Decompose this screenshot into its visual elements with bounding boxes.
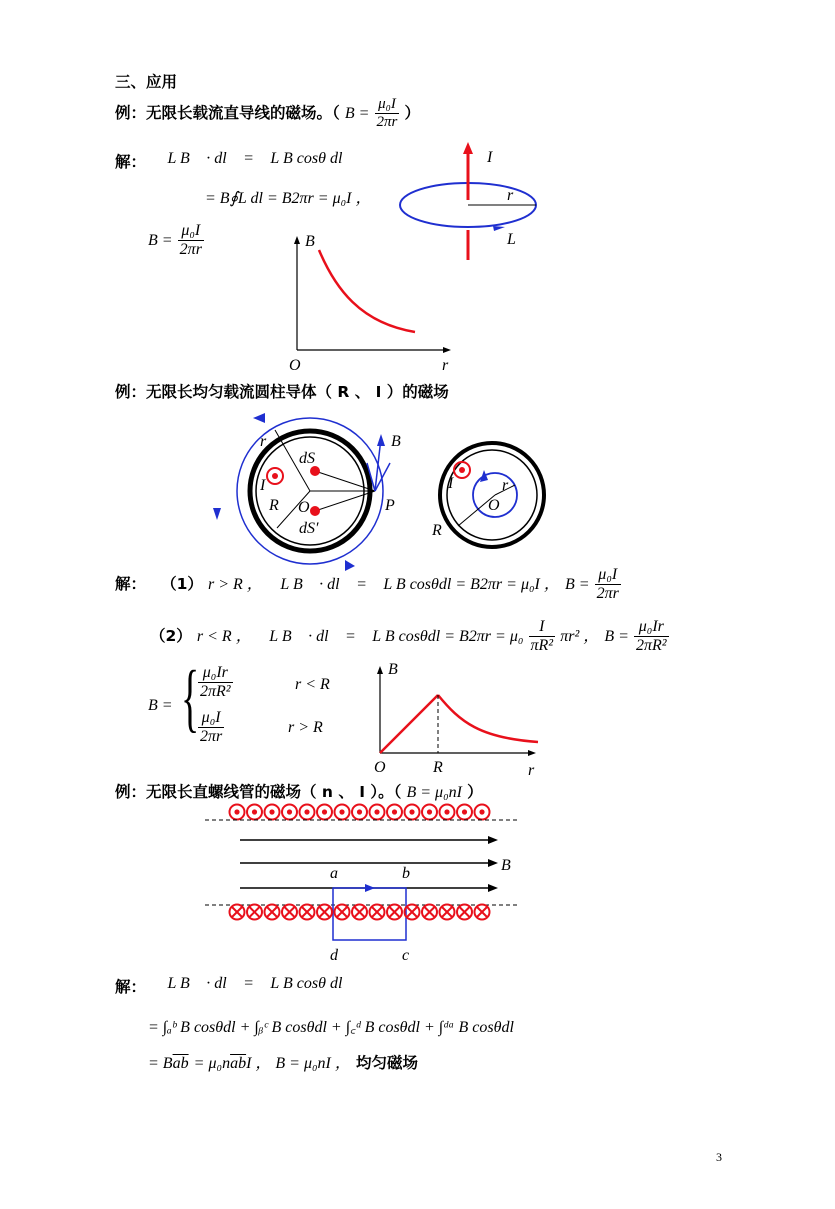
x-axis-arrow-icon	[443, 347, 451, 353]
example1-eq-line2: = B∮L dl = B2πr = μ₀I ，	[205, 190, 372, 207]
example3-formula: B = μ₀nI	[406, 784, 462, 801]
current-in-icon	[247, 905, 262, 920]
line3-ab: $\overline{ab}$	[172, 1055, 189, 1072]
example3-title-row	[115, 780, 483, 802]
fig-label-o: O	[488, 497, 500, 514]
current-out-icon	[405, 805, 420, 820]
example3-eq-line3	[148, 1050, 418, 1073]
line3-part-a: = B	[148, 1055, 173, 1072]
current-out-dot	[459, 467, 465, 473]
solenoid-label-field: B	[501, 857, 511, 874]
fraction-numerator: μ₀I	[198, 709, 224, 728]
example3-eq-line1: ∮L B⃗ · dl⃗ = ∮L B cosθ dl	[155, 975, 343, 992]
fraction-denominator: 2πr	[200, 728, 223, 745]
fig-label-R: R	[432, 522, 442, 539]
current-out-icon	[265, 805, 280, 820]
ds2-dot	[310, 506, 320, 516]
current-out-icon	[247, 805, 262, 820]
case2-label: （2）	[150, 627, 192, 645]
current-out-icon	[387, 805, 402, 820]
label-radius: r	[507, 187, 514, 204]
case1-equation: ∮L B⃗ · dl⃗ = ∮L B cosθdl = B2πr = μ₀I ，	[267, 576, 560, 593]
result-fraction	[178, 222, 204, 259]
current-in-icon	[300, 905, 315, 920]
current-out-icon	[317, 805, 332, 820]
current-in-row	[230, 905, 490, 920]
current-in-icon	[230, 905, 245, 920]
current-out-icon	[370, 805, 385, 820]
case1-label: （1）	[161, 575, 203, 593]
fig-label-r: r	[260, 433, 267, 450]
label-loop: L	[507, 231, 516, 248]
solenoid-label-b: b	[402, 865, 410, 882]
current-out-icon	[422, 805, 437, 820]
current-out-icon	[230, 805, 245, 820]
fraction-numerator: I	[529, 618, 556, 637]
fig-label-r: r	[502, 477, 509, 494]
current-out-dot	[272, 473, 278, 479]
cylinder-field-figure	[205, 408, 415, 573]
current-in-icon	[352, 905, 367, 920]
current-in-icon	[265, 905, 280, 920]
case2-result-fraction	[634, 618, 669, 655]
graph-label-r: r	[442, 357, 449, 374]
current-in-icon	[370, 905, 385, 920]
solenoid-label-c: c	[402, 947, 410, 964]
current-out-icon	[440, 805, 455, 820]
inner-loop-arrow-icon	[480, 470, 488, 482]
example2-case2	[150, 618, 669, 655]
x-axis-arrow-icon	[528, 750, 536, 756]
line3-ab2: $\overline{ab}$	[230, 1055, 247, 1072]
loop-arrow-top-icon	[253, 413, 265, 423]
case1-result-lhs: B =	[564, 576, 590, 593]
current-in-icon	[317, 905, 332, 920]
cylinder-outer	[440, 443, 544, 547]
piecewise-case2-condition: r > R	[288, 719, 323, 736]
fraction-denominator: 2πR²	[636, 637, 667, 654]
rectangle-direction-arrow-icon	[365, 884, 375, 892]
section-heading: 三、应用	[115, 73, 178, 91]
piecewise-case2	[198, 709, 224, 746]
fraction-denominator: 2πR²	[200, 683, 231, 700]
fig-label-ds2: dS′	[299, 520, 319, 537]
cylinder-inner	[447, 450, 537, 540]
solenoid-figure	[205, 800, 525, 965]
current-out-icon	[282, 805, 297, 820]
piecewise-lhs: B =	[148, 697, 173, 714]
example1-solution-label: 解：	[115, 153, 147, 171]
b-vs-r-piecewise-graph	[370, 660, 545, 779]
current-in-icon	[282, 905, 297, 920]
label-current: I	[487, 149, 493, 166]
y-axis-arrow-icon	[294, 236, 300, 244]
graph-label-origin: O	[289, 357, 301, 374]
case1-condition: r > R ，	[208, 576, 263, 593]
example3-solution-label: 解：	[115, 978, 147, 996]
fig-label-i: I	[448, 475, 454, 492]
case2-condition: r < R ，	[196, 628, 252, 645]
ds-dot	[310, 466, 320, 476]
cylinder-inner-figure	[430, 440, 555, 555]
piecewise-case1-condition: r < R	[295, 676, 330, 693]
example3-title-close: ）	[467, 783, 483, 801]
fig-label-b: B	[391, 433, 401, 450]
line3-conclusion: 均匀磁场	[355, 1054, 418, 1072]
example2-solution-label: 解：	[115, 575, 147, 593]
example1-title-close: ）	[404, 104, 420, 122]
case2-inner-fraction	[529, 618, 556, 655]
case2-equation-tail: πr² ，	[560, 628, 600, 645]
fig-label-ds: dS	[299, 450, 315, 467]
example2-case1	[115, 566, 621, 603]
graph-label-b: B	[305, 233, 315, 250]
graph2-label-origin: O	[374, 759, 386, 776]
graph2-label-R: R	[433, 759, 443, 776]
fig-label-i: I	[260, 477, 266, 494]
piecewise-case1-fraction	[198, 664, 233, 701]
loop-direction-arrow-icon	[493, 226, 505, 231]
example1-title-row	[115, 96, 420, 131]
current-in-icon	[475, 905, 490, 920]
decay-segment	[438, 695, 538, 742]
current-out-icon	[335, 805, 350, 820]
example1-result	[148, 222, 204, 259]
fraction-numerator: μ₀I	[178, 222, 204, 241]
fraction-denominator: 2πr	[596, 585, 619, 602]
example3-eq-line2: = ∫ₐᵇ B cosθdl + ∫ᵦᶜ B cosθdl + ∫꜀ᵈ B cosθdl + ∫ᵈᵃ B cosθdl	[148, 1019, 514, 1036]
linear-segment	[380, 695, 438, 753]
solenoid-label-a: a	[330, 865, 338, 882]
fraction-numerator: μ₀Ir	[634, 618, 669, 637]
current-in-icon	[440, 905, 455, 920]
piecewise-case2-fraction	[198, 709, 224, 746]
example1-title: 例：无限长载流直导线的磁场。（	[115, 104, 340, 122]
result-lhs: B =	[148, 232, 173, 249]
fraction-denominator: πR²	[530, 637, 554, 654]
line3-part-b: = μ₀n	[193, 1055, 231, 1072]
case2-equation: ∮L B⃗ · dl⃗ = ∮L B cosθdl = B2πr = μ₀	[256, 628, 524, 645]
graph2-label-r: r	[528, 762, 535, 779]
current-out-icon	[352, 805, 367, 820]
example3-title: 例：无限长直螺线管的磁场（ n 、 I ）。（	[115, 783, 402, 801]
loop-arrow-left-icon	[213, 508, 221, 520]
current-out-row	[230, 805, 490, 820]
example2-title: 例：无限长均匀载流圆柱导体（ R 、 I ）的磁场	[115, 383, 449, 401]
field-arrow-icon	[488, 836, 498, 844]
b-vector-arrow-icon	[377, 434, 385, 446]
fig-label-o: O	[298, 499, 310, 516]
piecewise-case1	[198, 664, 233, 701]
current-out-icon	[475, 805, 490, 820]
case2-result-lhs: B =	[604, 628, 629, 645]
fraction-numerator: μ₀I	[595, 566, 621, 585]
field-arrow-icon	[488, 859, 498, 867]
current-in-icon	[422, 905, 437, 920]
current-in-icon	[335, 905, 350, 920]
example1-formula-lhs: B =	[344, 105, 370, 122]
case1-result-fraction	[595, 566, 621, 603]
y-axis-arrow-icon	[377, 666, 383, 674]
fraction-numerator: μ₀I	[375, 96, 400, 114]
example1-formula-fraction	[375, 96, 400, 131]
current-in-icon	[457, 905, 472, 920]
graph2-label-b: B	[388, 661, 398, 678]
fraction-denominator: 2πr	[179, 241, 202, 258]
b-vs-r-graph	[285, 228, 460, 373]
fig-label-p: P	[385, 497, 395, 514]
current-out-icon	[300, 805, 315, 820]
current-arrow-icon	[463, 142, 473, 154]
fraction-denominator: 2πr	[376, 114, 398, 130]
current-out-icon	[457, 805, 472, 820]
solenoid-label-d: d	[330, 947, 338, 964]
b-decay-curve	[319, 250, 415, 332]
current-in-icon	[387, 905, 402, 920]
piecewise-brace: {	[181, 656, 200, 740]
field-arrow-icon	[488, 884, 498, 892]
page-number: 3	[716, 1150, 722, 1164]
fig-label-R: R	[269, 497, 279, 514]
line3-part-c: I ， B = μ₀nI ，	[246, 1055, 351, 1072]
fraction-numerator: μ₀Ir	[198, 664, 233, 683]
example1-eq-line1: ∮L B⃗ · dl⃗ = ∮L B cosθ dl	[155, 150, 343, 167]
